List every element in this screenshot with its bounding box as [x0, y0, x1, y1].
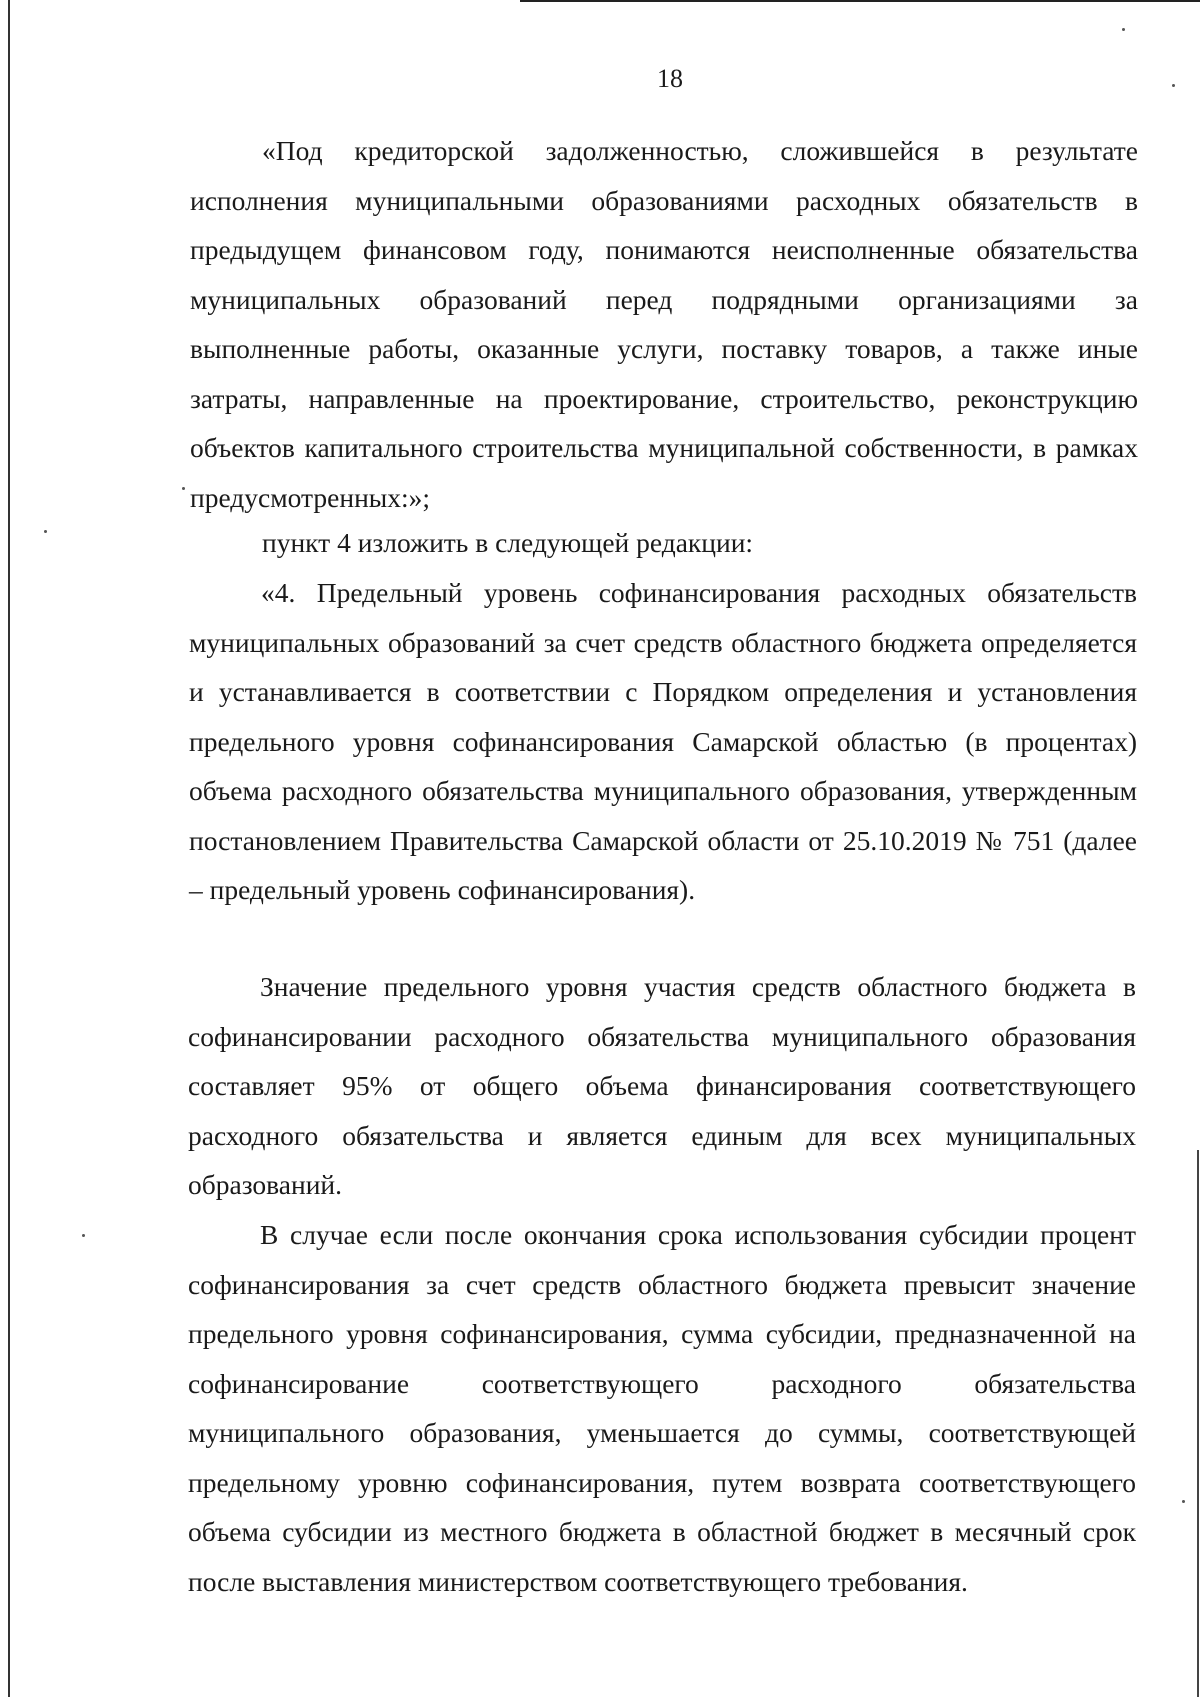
paragraph-subsidy-return: В случае если после окончания срока использования субсидии процент софинансирования за счет средств областного бюджета превысит значение предельного уровня софинансирования, сумма субсидии, предназначенной на софинансирование соответствующего расходного обязательства муниципального образования, уменьшается до суммы, соответствующей предельному уровню софинансирования, путем возврата соответствующего объема субсидии из местного бюджета в областной бюджет в месячный срок после выставления министерством соответствующего требования. — [188, 1219, 1136, 1597]
paragraph-creditor-debt: «Под кредиторской задолженностью, сложившейся в результате исполнения муниципальными образованиями расходных обязательств в предыдущем финансовом году, понимаются неисполненные обязательства муниципальных образований перед подрядными организациями за выполненные работы, оказанные услуги, поставку товаров, а также иные затраты, направленные на проектирование, строительство, реконструкцию объектов капитального строительства муниципальной собственности, в рамках предусмотренных:»; — [190, 135, 1138, 513]
paragraph-level-value: Значение предельного уровня участия средств областного бюджета в софинансировании расходного обязательства муниципального образования составляет 95% от общего объема финансирования соответствующего расходного обязательства и является единым для всех муниципальных образований. — [188, 971, 1136, 1200]
scan-speck — [1122, 28, 1125, 31]
scan-edge-right — [1197, 1150, 1199, 1697]
scan-edge-top — [520, 0, 1200, 2]
scan-speck — [82, 1234, 85, 1237]
paragraph-cofinancing-level: «4. Предельный уровень софинансирования расходных обязательств муниципальных образований за счет средств областного бюджета определяется и устанавливается в соответствии с Порядком определения и установления предельного уровня софинансирования Самарской областью (в процентах) объема расходного обязательства муниципального образования, утвержденным постановлением Правительства Самарской области от 25.10.2019 № 751 (далее – предельный уровень софинансирования). — [189, 577, 1137, 905]
scan-edge-left — [8, 0, 10, 1697]
page-number: 18 — [657, 64, 683, 93]
scan-speck — [182, 487, 185, 490]
scan-speck — [1182, 1500, 1185, 1503]
paragraph-item-4-intro: пункт 4 изложить в следующей редакции: — [262, 527, 754, 558]
scan-speck — [44, 530, 47, 533]
